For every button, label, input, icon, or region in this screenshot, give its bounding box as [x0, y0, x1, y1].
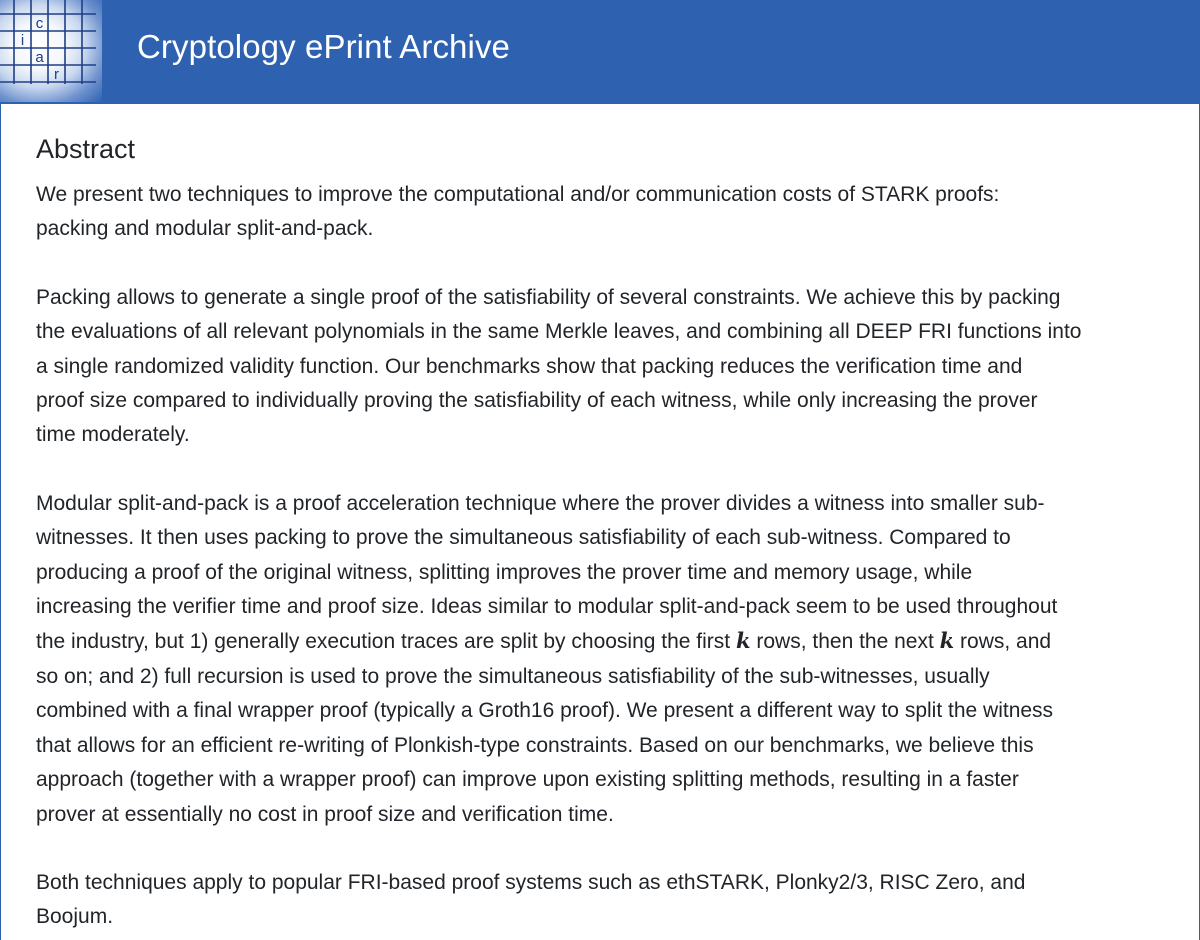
- iacr-logo[interactable]: [0, 0, 102, 102]
- paragraph-gap: [36, 453, 1171, 487]
- abstract-paragraph-3: [36, 487, 1171, 832]
- logo-letter-a: a: [35, 49, 44, 66]
- abstract-paragraph-2: Packing allows to generate a single proof of the satisfiability of several constraints. We achieve this by packing the evaluations of all relevant polynomials in the same Merkle leaves, and combining all DEEP FRI functions into a single randomized validity function. Our benchmarks show that packing reduces the verification time and proof size compared to individually proving the satisfiability of each witness, while only increasing the prover time moderately.: [36, 285, 1082, 447]
- logo-letter-r: r: [54, 66, 59, 83]
- abstract-paragraph-1: We present two techniques to improve the computational and/or communication costs of STARK proofs: packing and modular split-and-pack.: [36, 183, 1000, 241]
- paragraph-3-part-b: rows, then the next: [750, 630, 940, 654]
- logo-letter-c: c: [35, 15, 44, 32]
- math-variable-k: k: [939, 628, 955, 654]
- iacr-grid-icon: [0, 0, 102, 102]
- paragraph-3-part-c: rows, and so on; and 2) full recursion is used to prove the simultaneous satisfiability of the sub-witnesses, usually combined with a final wrapper proof (typically a Groth16 proof). We present a different way to split the witness that allows for an efficient re-writing of Plonkish-type constraints. Based on our benchmarks, we believe this approach (together with a wrapper proof) can improve upon existing splitting methods, resulting in a faster prover at essentially no cost in proof size and verification time.: [36, 630, 1054, 826]
- abstract-heading: Abstract: [36, 134, 136, 164]
- paragraph-gap: [36, 832, 1171, 866]
- paragraph-3-part-a: Modular split-and-pack is a proof acceleration technique where the prover divides a witness into smaller sub- witnesses. It then uses packing to prove the simultaneous satisfiability of each sub-witness. Compared to producing a proof of the original witness, splitting improves the prover time and memory usage, while increasing the verifier time and proof size. Ideas similar to modular split-and-pack seem to be used throughout the industry, but 1) generally execution traces are split by choosing the first: [36, 491, 1058, 654]
- paragraph-gap: [36, 247, 1171, 281]
- abstract-body: [36, 178, 1171, 935]
- abstract-paragraph-4: Both techniques apply to popular FRI-based proof systems such as ethSTARK, Plonky2/3, RISC Zero, and Boojum.: [36, 870, 1026, 929]
- site-header: [0, 0, 1200, 104]
- logo-letter-i: i: [20, 32, 25, 49]
- main-content: [0, 104, 1200, 940]
- site-title[interactable]: Cryptology ePrint Archive: [137, 28, 510, 65]
- math-variable-k: k: [735, 628, 751, 654]
